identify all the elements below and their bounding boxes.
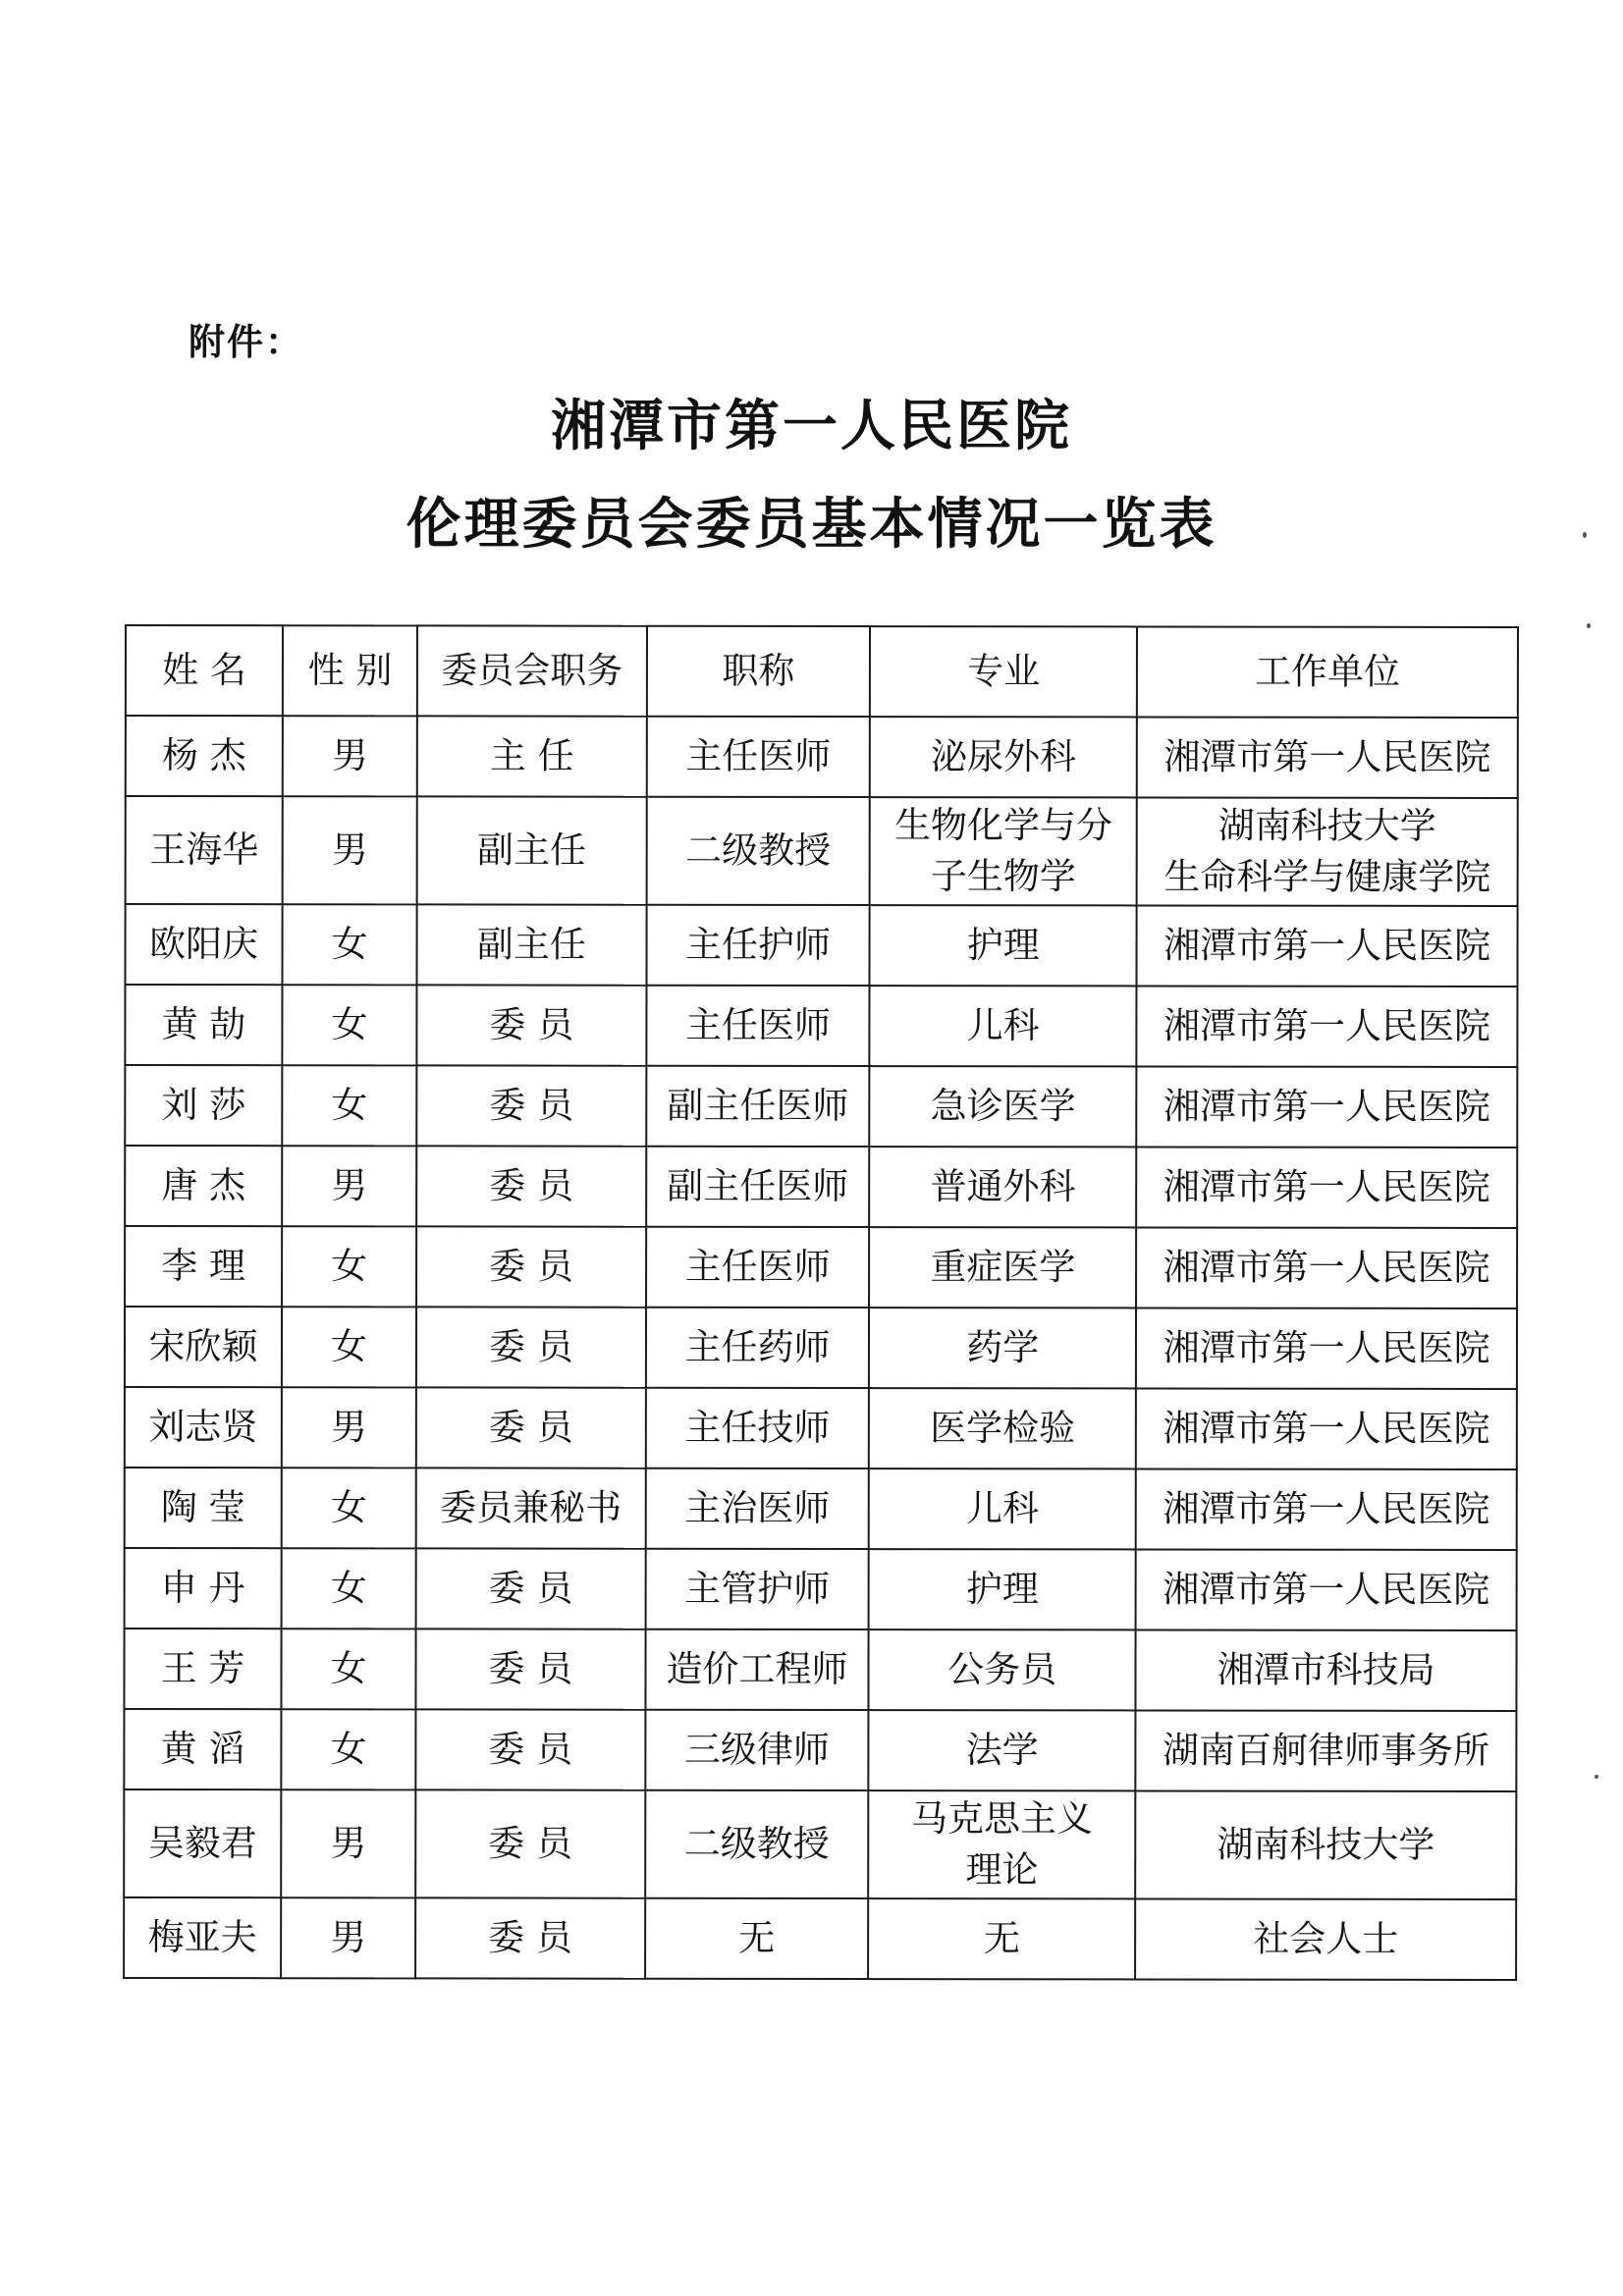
header-name: 姓 名 — [126, 625, 283, 716]
cell-name: 申 丹 — [125, 1548, 282, 1629]
cell-specialty: 医学检验 — [869, 1388, 1136, 1468]
scan-speck — [1587, 623, 1591, 628]
cell-gender: 男 — [281, 1789, 415, 1897]
table-row — [124, 1789, 1516, 1899]
cell-committee-role: 委 员 — [415, 1709, 645, 1789]
cell-committee-role: 委 员 — [415, 1897, 645, 1978]
cell-gender: 女 — [282, 1226, 416, 1307]
cell-work-unit: 湘潭市第一人民医院 — [1136, 1227, 1517, 1308]
cell-professional-title: 主任技师 — [646, 1388, 870, 1468]
cell-professional-title: 主任医师 — [646, 717, 870, 797]
cell-gender: 女 — [282, 1629, 416, 1709]
table-row — [124, 1709, 1516, 1791]
header-gender: 性 别 — [283, 625, 417, 716]
cell-professional-title: 二级教授 — [645, 1790, 869, 1898]
cell-name: 欧阳庆 — [125, 904, 282, 985]
table-header-row — [126, 625, 1518, 718]
table-row — [125, 1065, 1517, 1148]
scan-speck — [1595, 1775, 1598, 1779]
cell-gender: 女 — [282, 985, 416, 1065]
cell-specialty: 无 — [868, 1898, 1135, 1979]
cell-work-unit: 湘潭市第一人民医院 — [1136, 1468, 1517, 1550]
header-specialty: 专业 — [870, 626, 1137, 717]
cell-gender: 男 — [282, 1387, 416, 1468]
cell-professional-title: 主任药师 — [646, 1308, 870, 1388]
cell-specialty: 泌尿外科 — [870, 717, 1137, 797]
cell-work-unit: 湘潭市第一人民医院 — [1137, 905, 1518, 987]
table-row — [126, 796, 1518, 906]
cell-name: 黄 滔 — [124, 1709, 281, 1789]
cell-specialty: 护理 — [870, 905, 1137, 986]
cell-committee-role: 委 员 — [416, 1065, 646, 1146]
cell-professional-title: 主治医师 — [645, 1468, 869, 1549]
table-row — [124, 1629, 1516, 1711]
cell-name: 刘志贤 — [125, 1387, 282, 1468]
cell-gender: 女 — [282, 1307, 416, 1387]
cell-professional-title: 副主任医师 — [646, 1066, 870, 1147]
cell-specialty: 普通外科 — [869, 1147, 1136, 1227]
cell-name: 刘 莎 — [125, 1065, 282, 1146]
cell-gender: 男 — [282, 1146, 416, 1226]
cell-gender: 女 — [281, 1709, 415, 1789]
cell-name: 梅亚夫 — [124, 1897, 281, 1978]
cell-specialty: 护理 — [869, 1549, 1136, 1629]
table-row — [125, 1548, 1517, 1630]
cell-professional-title: 主任护师 — [646, 905, 870, 986]
cell-work-unit: 湘潭市第一人民医院 — [1136, 1308, 1517, 1389]
cell-work-unit: 湘潭市第一人民医院 — [1137, 986, 1518, 1067]
cell-name: 吴毅君 — [124, 1789, 281, 1897]
cell-work-unit: 社会人士 — [1135, 1898, 1516, 1980]
table-row — [125, 1226, 1517, 1308]
cell-committee-role: 委 员 — [416, 1387, 646, 1468]
cell-professional-title: 三级律师 — [645, 1710, 869, 1790]
cell-gender: 男 — [281, 1897, 415, 1978]
cell-work-unit: 湘潭市科技局 — [1136, 1629, 1517, 1711]
cell-work-unit: 湘潭市第一人民医院 — [1136, 1388, 1517, 1469]
cell-specialty: 药学 — [869, 1308, 1136, 1388]
cell-specialty: 法学 — [869, 1710, 1136, 1790]
cell-committee-role: 委 员 — [416, 1548, 646, 1629]
cell-committee-role: 委 员 — [416, 1307, 646, 1387]
header-work-unit: 工作单位 — [1137, 626, 1518, 718]
header-committee-role: 委员会职务 — [417, 625, 647, 716]
cell-professional-title: 造价工程师 — [645, 1629, 869, 1710]
cell-professional-title: 副主任医师 — [646, 1147, 870, 1227]
cell-committee-role: 委 员 — [416, 1146, 646, 1226]
table-row — [125, 1146, 1517, 1228]
cell-work-unit: 湘潭市第一人民医院 — [1137, 717, 1518, 798]
cell-committee-role: 副主任 — [417, 796, 647, 904]
cell-specialty: 重症医学 — [869, 1227, 1136, 1308]
cell-work-unit: 湘潭市第一人民医院 — [1136, 1147, 1517, 1228]
cell-committee-role: 委员兼秘书 — [416, 1468, 646, 1548]
cell-name: 王 芳 — [124, 1629, 281, 1709]
cell-gender: 女 — [282, 1468, 416, 1548]
cell-professional-title: 主管护师 — [645, 1549, 869, 1629]
table-row — [125, 1387, 1517, 1469]
cell-committee-role: 委 员 — [416, 1629, 646, 1709]
cell-specialty: 马克思主义 理论 — [869, 1790, 1136, 1898]
cell-committee-role: 主 任 — [417, 716, 647, 796]
document-title-line-2: 伦理委员会委员基本情况一览表 — [406, 493, 1217, 557]
cell-work-unit: 湖南科技大学 生命科学与健康学院 — [1137, 797, 1518, 906]
cell-committee-role: 委 员 — [415, 1789, 645, 1897]
cell-name: 陶 莹 — [125, 1468, 282, 1548]
cell-work-unit: 湘潭市第一人民医院 — [1136, 1549, 1517, 1630]
attachment-label: 附件： — [189, 321, 303, 363]
header-professional-title: 职称 — [647, 626, 871, 717]
cell-name: 杨 杰 — [126, 716, 283, 796]
cell-specialty: 儿科 — [870, 986, 1137, 1066]
table-row — [125, 985, 1517, 1067]
cell-work-unit: 湘潭市第一人民医院 — [1136, 1066, 1517, 1148]
cell-name: 宋欣颖 — [125, 1307, 282, 1387]
cell-professional-title: 主任医师 — [646, 1227, 870, 1308]
cell-name: 王海华 — [126, 796, 283, 904]
cell-specialty: 儿科 — [869, 1468, 1136, 1549]
cell-work-unit: 湖南百舸律师事务所 — [1136, 1710, 1517, 1791]
cell-professional-title: 二级教授 — [646, 797, 870, 905]
cell-gender: 男 — [283, 796, 417, 904]
cell-professional-title: 无 — [645, 1898, 869, 1979]
table-row — [125, 904, 1517, 987]
scan-speck — [1583, 532, 1587, 538]
table-row — [125, 1307, 1517, 1389]
cell-specialty: 公务员 — [869, 1629, 1136, 1710]
cell-gender: 男 — [283, 716, 417, 796]
cell-work-unit: 湖南科技大学 — [1135, 1790, 1516, 1899]
cell-gender: 女 — [282, 1065, 416, 1146]
cell-name: 唐 杰 — [125, 1146, 282, 1226]
cell-name: 李 理 — [125, 1226, 282, 1307]
cell-specialty: 急诊医学 — [870, 1066, 1137, 1147]
cell-name: 黄 劼 — [125, 985, 282, 1065]
table-row — [124, 1897, 1516, 1980]
cell-gender: 女 — [282, 1548, 416, 1629]
table-row — [125, 1468, 1517, 1550]
cell-specialty: 生物化学与分 子生物学 — [870, 797, 1137, 905]
cell-committee-role: 副主任 — [417, 904, 647, 985]
cell-professional-title: 主任医师 — [646, 986, 870, 1066]
committee-members-table — [123, 624, 1519, 1981]
table-row — [126, 716, 1518, 798]
cell-committee-role: 委 员 — [416, 1226, 646, 1307]
cell-committee-role: 委 员 — [416, 985, 646, 1065]
cell-gender: 女 — [283, 904, 417, 985]
document-title-line-1: 湘潭市第一人民医院 — [551, 395, 1072, 458]
